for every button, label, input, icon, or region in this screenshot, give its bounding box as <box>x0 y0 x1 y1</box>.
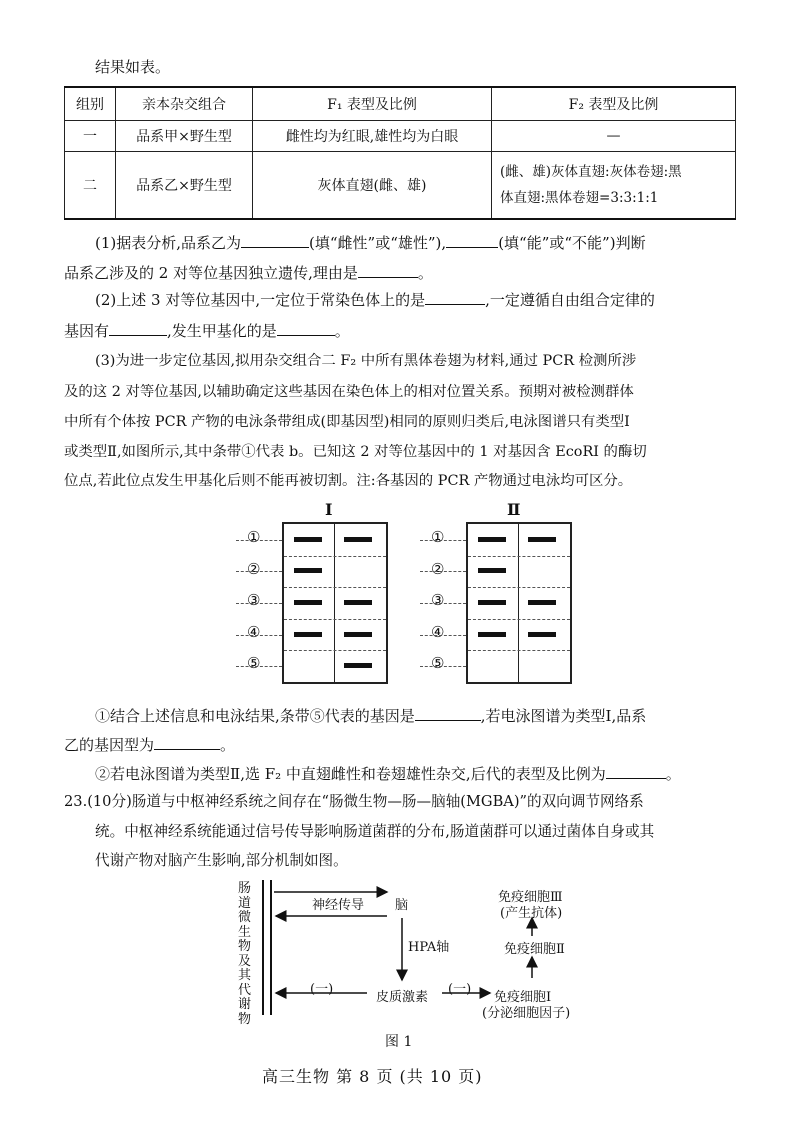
immune-cell-3-note: (产生抗体) <box>500 906 563 921</box>
gel-band-label: ③ <box>247 591 261 610</box>
gel-dash-leader <box>236 540 282 541</box>
q2-text-e: 。 <box>334 322 350 340</box>
q3-line3: 中所有个体按 PCR 产物的电泳条带组成(即基因型)相同的原则归类后,电泳图谱只有类型Ⅰ <box>64 414 630 430</box>
table-header-row <box>65 87 736 121</box>
q2-line1 <box>95 289 655 311</box>
gel-type-II-title: Ⅱ <box>507 500 521 519</box>
gel-dash-leader <box>420 666 466 667</box>
header-group: 组别 <box>65 87 116 121</box>
immune-cell-3-label: 免疫细胞Ⅲ <box>498 890 563 905</box>
cell-f2-line1: (雌、雄)灰体直翅:灰体卷翅:黑 <box>500 164 682 180</box>
gel-band-label: ③ <box>431 591 445 610</box>
answer-blank[interactable] <box>415 720 481 721</box>
gel-type-I <box>282 522 388 684</box>
q1-text-e: 。 <box>417 264 433 282</box>
q3a-text-b: ,若电泳图谱为类型Ⅰ,品系 <box>480 707 647 725</box>
cell-f1: 雌性均为红眼,雄性均为白眼 <box>253 121 492 152</box>
gel-band <box>478 632 506 637</box>
q1-line2 <box>64 262 433 284</box>
answer-blank[interactable] <box>446 247 498 248</box>
header-f1: F₁ 表型及比例 <box>253 87 492 121</box>
gel-dash-leader <box>236 666 282 667</box>
gel-type-II <box>466 522 572 684</box>
q3a-line1 <box>95 705 646 727</box>
gel-type-I-title: Ⅰ <box>325 500 333 519</box>
immune-cell-1-note: (分泌细胞因子) <box>482 1006 571 1021</box>
cell-f2: — <box>492 121 736 152</box>
gel-row-divider <box>284 650 386 652</box>
q2-text-b: ,一定遵循自由组合定律的 <box>485 291 655 309</box>
q1-line1 <box>95 232 646 254</box>
gel-band <box>294 537 322 542</box>
cell-cross: 品系乙×野生型 <box>116 152 253 220</box>
gel-row-divider <box>284 587 386 589</box>
gel-dash-leader <box>420 540 466 541</box>
gel-dash-leader <box>236 603 282 604</box>
immune-cell-1-label: 免疫细胞Ⅰ <box>494 990 552 1005</box>
hpa-axis-label: HPA轴 <box>408 940 450 955</box>
mgba-figure <box>232 880 602 1027</box>
q1-text-a: (1)据表分析,品系乙为 <box>95 234 242 252</box>
q23-line1: 23.(10分)肠道与中枢神经系统之间存在“肠微生物—肠—脑轴(MGBA)”的双向调节网络系 <box>64 793 644 810</box>
gel-row-divider <box>468 650 570 652</box>
immune-cell-2-label: 免疫细胞Ⅱ <box>504 942 565 957</box>
answer-blank[interactable] <box>606 778 666 779</box>
gel-band-label: ① <box>247 528 261 546</box>
gel-band <box>478 568 506 573</box>
gel-dash-leader <box>420 571 466 572</box>
q3a-text-a: ①结合上述信息和电泳结果,条带⑤代表的基因是 <box>95 707 415 725</box>
cell-group: 一 <box>65 121 116 152</box>
q1-text-d: 品系乙涉及的 2 对等位基因独立遗传,理由是 <box>64 264 358 282</box>
q2-text-d: ,发生甲基化的是 <box>167 322 277 340</box>
q3a-line2 <box>64 734 235 756</box>
negative-effect-label: (一) <box>310 982 334 997</box>
gel-row-divider <box>284 619 386 621</box>
answer-blank[interactable] <box>109 335 167 336</box>
gel-band <box>528 537 556 542</box>
gel-band <box>478 537 506 542</box>
gel-band <box>478 600 506 605</box>
cell-f2 <box>492 152 736 220</box>
q2-line2 <box>64 320 350 342</box>
intro-text: 结果如表。 <box>95 58 171 76</box>
q3-line5: 位点,若此位点发生甲基化后则不能再被切割。注:各基因的 PCR 产物通过电泳均可区分。 <box>64 473 633 489</box>
answer-blank[interactable] <box>358 277 418 278</box>
gel-band-label: ④ <box>247 622 261 641</box>
header-f2: F₂ 表型及比例 <box>492 87 736 121</box>
gel-band <box>344 537 372 542</box>
q3a-text-c: 乙的基因型为 <box>64 736 155 754</box>
negative-effect-label: (一) <box>448 982 472 997</box>
gel-dash-leader <box>420 635 466 636</box>
cell-f1: 灰体直翅(雌、雄) <box>253 152 492 220</box>
cell-group: 二 <box>65 152 116 220</box>
header-cross: 亲本杂交组合 <box>116 87 253 121</box>
cell-f2-line2: 体直翅:黑体卷翅=3:3:1:1 <box>500 190 659 206</box>
gel-band-label: ① <box>431 528 445 546</box>
table-row <box>65 152 736 220</box>
gut-microbe-label: 肠道微生物及其代谢物 <box>238 881 252 1027</box>
q3b-text-b: 。 <box>665 765 681 783</box>
gel-band-label: ⑤ <box>431 654 445 673</box>
gel-band <box>344 600 372 605</box>
table-row <box>65 121 736 152</box>
q2-text-a: (2)上述 3 对等位基因中,一定位于常染色体上的是 <box>95 291 426 309</box>
gel-band-label: ④ <box>431 622 445 641</box>
q3a-text-d: 。 <box>220 736 236 754</box>
cell-cross: 品系甲×野生型 <box>116 121 253 152</box>
q1-text-b: (填“雌性”或“雄性”), <box>309 234 447 252</box>
gel-band <box>344 632 372 637</box>
cortisol-label: 皮质激素 <box>376 990 429 1005</box>
gel-row-divider <box>284 556 386 558</box>
gel-band <box>528 632 556 637</box>
gel-band <box>528 600 556 605</box>
gel-band-label: ② <box>431 559 445 578</box>
answer-blank[interactable] <box>154 749 220 750</box>
gel-dash-leader <box>420 603 466 604</box>
gel-band <box>294 632 322 637</box>
q3b-line <box>95 763 681 785</box>
gel-row-divider <box>468 556 570 558</box>
gel-band-label: ⑤ <box>247 654 261 673</box>
page-footer: 高三生物 第 8 页 (共 10 页) <box>262 1067 483 1086</box>
gel-row-divider <box>468 619 570 621</box>
gel-dash-leader <box>236 571 282 572</box>
gel-band <box>344 663 372 668</box>
q23-line2: 统。中枢神经系统能通过信号传导影响肠道菌群的分布,肠道菌群可以通过菌体自身或其 <box>95 823 655 840</box>
q3b-text-a: ②若电泳图谱为类型Ⅱ,选 F₂ 中直翅雌性和卷翅雄性杂交,后代的表型及比例为 <box>95 765 606 783</box>
results-table <box>64 86 736 220</box>
q3-line4: 或类型Ⅱ,如图所示,其中条带①代表 b。已知这 2 对等位基因中的 1 对基因含 EcoRI 的酶切 <box>64 444 647 460</box>
q2-text-c: 基因有 <box>64 322 110 340</box>
answer-blank[interactable] <box>277 335 335 336</box>
nerve-conduction-label: 神经传导 <box>312 898 365 913</box>
q23-line3: 代谢产物对脑产生影响,部分机制如图。 <box>95 852 348 869</box>
q3-line1: (3)为进一步定位基因,拟用杂交组合二 F₂ 中所有黑体卷翅为材料,通过 PCR 检测所涉 <box>95 353 637 369</box>
answer-blank[interactable] <box>425 304 485 305</box>
gel-band-label: ② <box>247 559 261 578</box>
brain-label: 脑 <box>395 898 409 913</box>
answer-blank[interactable] <box>241 247 309 248</box>
gel-band <box>294 600 322 605</box>
gel-row-divider <box>468 587 570 589</box>
gel-dash-leader <box>236 635 282 636</box>
gel-band <box>294 568 322 573</box>
q3-line2: 及的这 2 对等位基因,以辅助确定这些基因在染色体上的相对位置关系。预期对被检测群体 <box>64 384 634 400</box>
figure-caption: 图 1 <box>385 1034 413 1050</box>
q1-text-c: (填“能”或“不能”)判断 <box>498 234 646 252</box>
